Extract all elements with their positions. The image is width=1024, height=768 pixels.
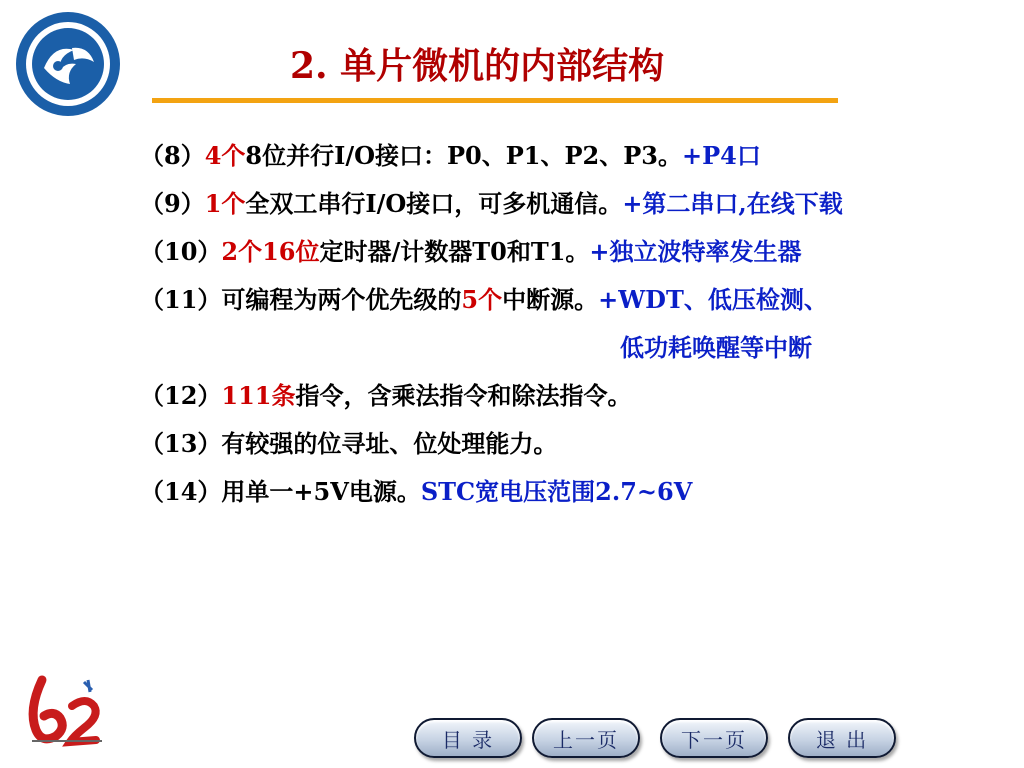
list-item [140,372,843,420]
contents-button[interactable]: 目 录 [414,718,522,758]
page-title: 2. 单片微机的内部结构 [290,45,665,87]
item-highlight: 111条 [221,381,296,410]
item-text: （9） [140,189,205,218]
item-text: 可编程为两个优先级的 [221,285,462,314]
list-item [140,324,843,372]
title-underline [152,98,838,103]
exit-button[interactable]: 退 出 [788,718,896,758]
anniversary-logo-icon [22,670,114,754]
item-text: 全双工串行I/O接口，可多机通信。 [245,189,623,218]
item-text: （8） [140,141,205,170]
item-text: 用单一+5V电源。 [221,477,421,506]
next-page-button[interactable]: 下一页 [660,718,768,758]
item-highlight: +独立波特率发生器 [589,237,802,266]
item-text: 有较强的位寻址、位处理能力。 [221,429,558,458]
list-item [140,468,843,516]
item-highlight: 4个 [204,141,246,170]
list-item [140,228,843,276]
feature-list [140,132,843,516]
item-highlight: 1个 [204,189,246,218]
item-highlight: +WDT、低压检测、 [598,285,828,314]
item-text: 中断源。 [502,285,599,314]
item-text: 定时器/计数器T0和T1。 [319,237,590,266]
item-highlight: +P4口 [682,141,761,170]
prev-page-button[interactable]: 上一页 [532,718,640,758]
item-text: （14） [140,477,222,506]
item-text: （11） [140,285,222,314]
list-item [140,132,843,180]
item-text: 指令，含乘法指令和除法指令。 [295,381,632,410]
item-text: （13） [140,429,222,458]
list-item [140,180,843,228]
university-emblem-icon [10,8,126,120]
item-highlight: 低功耗唤醒等中断 [620,333,812,362]
list-item [140,420,843,468]
item-text: 8位并行I/O接口：P0、P1、P2、P3。 [245,141,682,170]
item-highlight: 5个 [461,285,503,314]
item-highlight: 2个16位 [221,237,320,266]
item-highlight: +第二串口,在线下载 [622,189,843,218]
item-highlight: STC宽电压范围2.7~6V [420,477,693,506]
item-text: （10） [140,237,222,266]
list-item [140,276,843,324]
item-text: （12） [140,381,222,410]
